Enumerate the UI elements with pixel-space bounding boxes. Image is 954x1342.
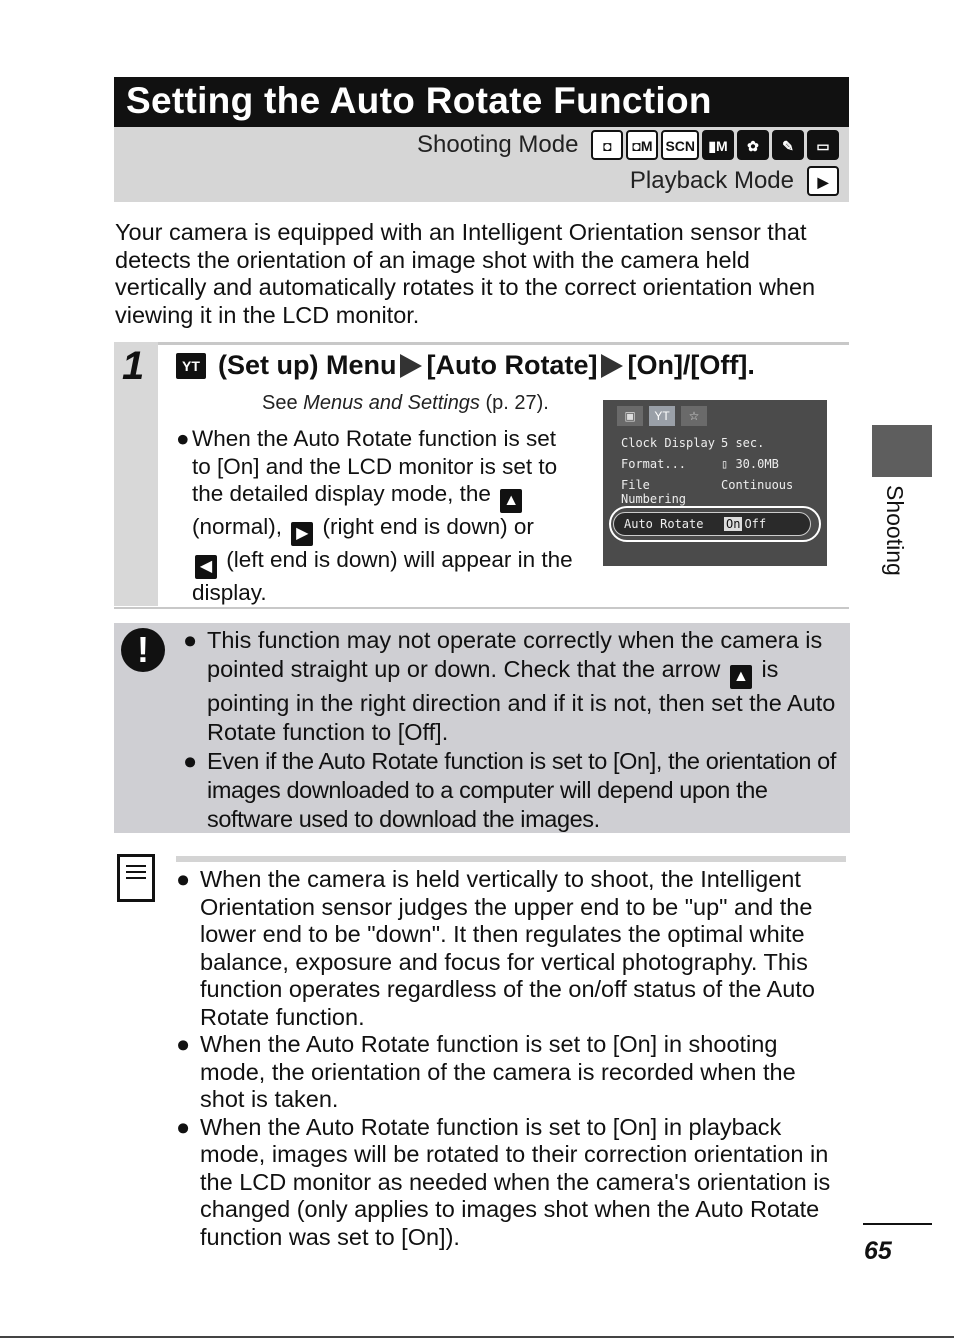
note-item bbox=[176, 1031, 846, 1114]
section-tab-label bbox=[868, 485, 912, 605]
movie-icon: ▮M bbox=[702, 130, 734, 160]
bullet-icon: ● bbox=[183, 748, 198, 774]
digital-macro-icon: ✿ bbox=[737, 130, 769, 160]
caution-text-2: Even if the Auto Rotate function is set to [On], the orientation of images downloaded to a computer will depend upon the software used to download the images. bbox=[207, 748, 836, 832]
note-memo-icon bbox=[117, 854, 155, 902]
step-heading bbox=[176, 350, 755, 381]
lcd-selected-key: Auto Rotate bbox=[624, 517, 704, 531]
lcd-row bbox=[621, 478, 811, 506]
note-text: When the Auto Rotate function is set to [On] in playback mode, images will be rotated to their correction orientation in the LCD monitor as needed when the camera's orientation is changed (only applies to images shot when the Auto Rotate function was set to [On]). bbox=[200, 1113, 831, 1250]
orientation-right-down-icon: ▶ bbox=[291, 522, 313, 546]
camera-auto-icon: ◘ bbox=[591, 130, 623, 160]
see-reference bbox=[262, 392, 549, 415]
see-suffix: (p. 27). bbox=[479, 392, 549, 414]
bottom-border bbox=[0, 1336, 954, 1338]
bullet-icon: ● bbox=[176, 1113, 191, 1140]
scn-icon: SCN bbox=[661, 130, 699, 160]
orientation-normal-icon: ▲ bbox=[730, 665, 752, 689]
see-link-text: Menus and Settings bbox=[303, 392, 480, 414]
caution-bullet bbox=[183, 747, 843, 834]
step-bullet-text-b: (normal), bbox=[192, 514, 283, 539]
step-bullet-text-a: When the Auto Rotate function is set to [On] and the LCD monitor is set to the detailed display mode, the bbox=[192, 426, 558, 506]
lcd-row bbox=[621, 436, 811, 450]
lcd-row-value: ▯ 30.0MB bbox=[721, 457, 779, 471]
camera-manual-icon: ◘M bbox=[626, 130, 658, 160]
intro-paragraph: Your camera is equipped with an Intelligent Orientation sensor that detects the orientation of an image shot with the camera held vertically and automatically rotates it to the correct orientation when viewing it in the LCD monitor. bbox=[115, 219, 816, 328]
step-heading-part1: (Set up) Menu bbox=[218, 350, 397, 380]
lcd-row-value: Continuous bbox=[721, 478, 794, 492]
lcd-tabs bbox=[617, 406, 707, 426]
note-divider bbox=[176, 856, 846, 862]
section-tab-marker bbox=[872, 425, 932, 477]
see-prefix: See bbox=[262, 392, 304, 414]
step-heading-part2: [Auto Rotate] bbox=[426, 350, 598, 380]
lcd-row bbox=[621, 457, 811, 471]
orientation-left-down-icon: ◀ bbox=[195, 555, 217, 579]
arrow-right-icon bbox=[601, 354, 623, 378]
lcd-row-key: Clock Display bbox=[621, 436, 715, 450]
page-number-rule bbox=[863, 1223, 932, 1225]
note-item bbox=[176, 1114, 846, 1252]
lcd-on-value: On bbox=[726, 517, 741, 531]
step-bullet-text-c: (right end is down) or bbox=[322, 514, 534, 539]
shooting-mode-row bbox=[417, 130, 839, 160]
lcd-tab-shoot: ▣ bbox=[617, 406, 643, 426]
note-text: When the camera is held vertically to shoot, the Intelligent Orientation sensor judges the upper end to be "up" and the lower end to be "down". It then regulates the optimal white balance, exposure and focus for vertical photography. This function operates regardless of the on/off status of the Auto Rotate function. bbox=[200, 866, 815, 1030]
lcd-tab-my-camera: ☆ bbox=[681, 406, 707, 426]
caution-icon: ! bbox=[121, 628, 165, 672]
shooting-mode-label: Shooting Mode bbox=[416, 131, 579, 158]
playback-mode-row bbox=[630, 166, 839, 196]
orientation-normal-icon: ▲ bbox=[500, 489, 522, 513]
lcd-selected-row bbox=[613, 512, 811, 536]
step-number: 1 bbox=[122, 344, 145, 388]
lcd-tab-setup: YT bbox=[649, 406, 675, 426]
step-bullet-text-d: (left end is down) will appear in the display. bbox=[192, 547, 573, 605]
note-list bbox=[176, 866, 846, 1251]
lcd-row-key: Format... bbox=[621, 457, 687, 471]
note-text: When the Auto Rotate function is set to [On] in shooting mode, the orientation of the camera is recorded when the shot is taken. bbox=[200, 1031, 796, 1112]
lcd-row-value: 5 sec. bbox=[721, 436, 765, 450]
caution-text bbox=[183, 626, 843, 834]
caution-text-1a: This function may not operate correctly when the camera is pointed straight up or down. Check that the arrow bbox=[207, 627, 823, 682]
section-name: Shooting bbox=[882, 485, 908, 576]
lcd-off-value: Off bbox=[744, 517, 767, 531]
step-heading-part3: [On]/[Off]. bbox=[627, 350, 755, 380]
page-number: 65 bbox=[864, 1237, 892, 1265]
caution-text-1b: is pointing in the right direction and if it is not, then set the Auto Rotate function to [Off]. bbox=[207, 656, 836, 745]
bullet-icon: ● bbox=[176, 866, 191, 892]
bullet-icon: ● bbox=[176, 426, 190, 451]
step-bullet bbox=[176, 425, 576, 607]
page-title: Setting the Auto Rotate Function bbox=[114, 77, 849, 127]
mode-band bbox=[114, 127, 849, 202]
playback-mode-label: Playback Mode bbox=[629, 167, 794, 194]
arrow-right-icon bbox=[400, 354, 422, 378]
note-item bbox=[176, 866, 846, 1031]
stitch-assist-icon: ✎ bbox=[772, 130, 804, 160]
lcd-row-key: File Numbering bbox=[621, 478, 687, 506]
playback-icon: ▶ bbox=[807, 166, 839, 196]
setup-menu-icon: YT bbox=[176, 353, 206, 379]
lcd-menu-screenshot bbox=[603, 400, 827, 566]
bullet-icon: ● bbox=[183, 627, 198, 653]
color-accent-icon: ▭ bbox=[807, 130, 839, 160]
bullet-icon: ● bbox=[176, 1031, 191, 1057]
caution-bullet bbox=[183, 626, 843, 747]
